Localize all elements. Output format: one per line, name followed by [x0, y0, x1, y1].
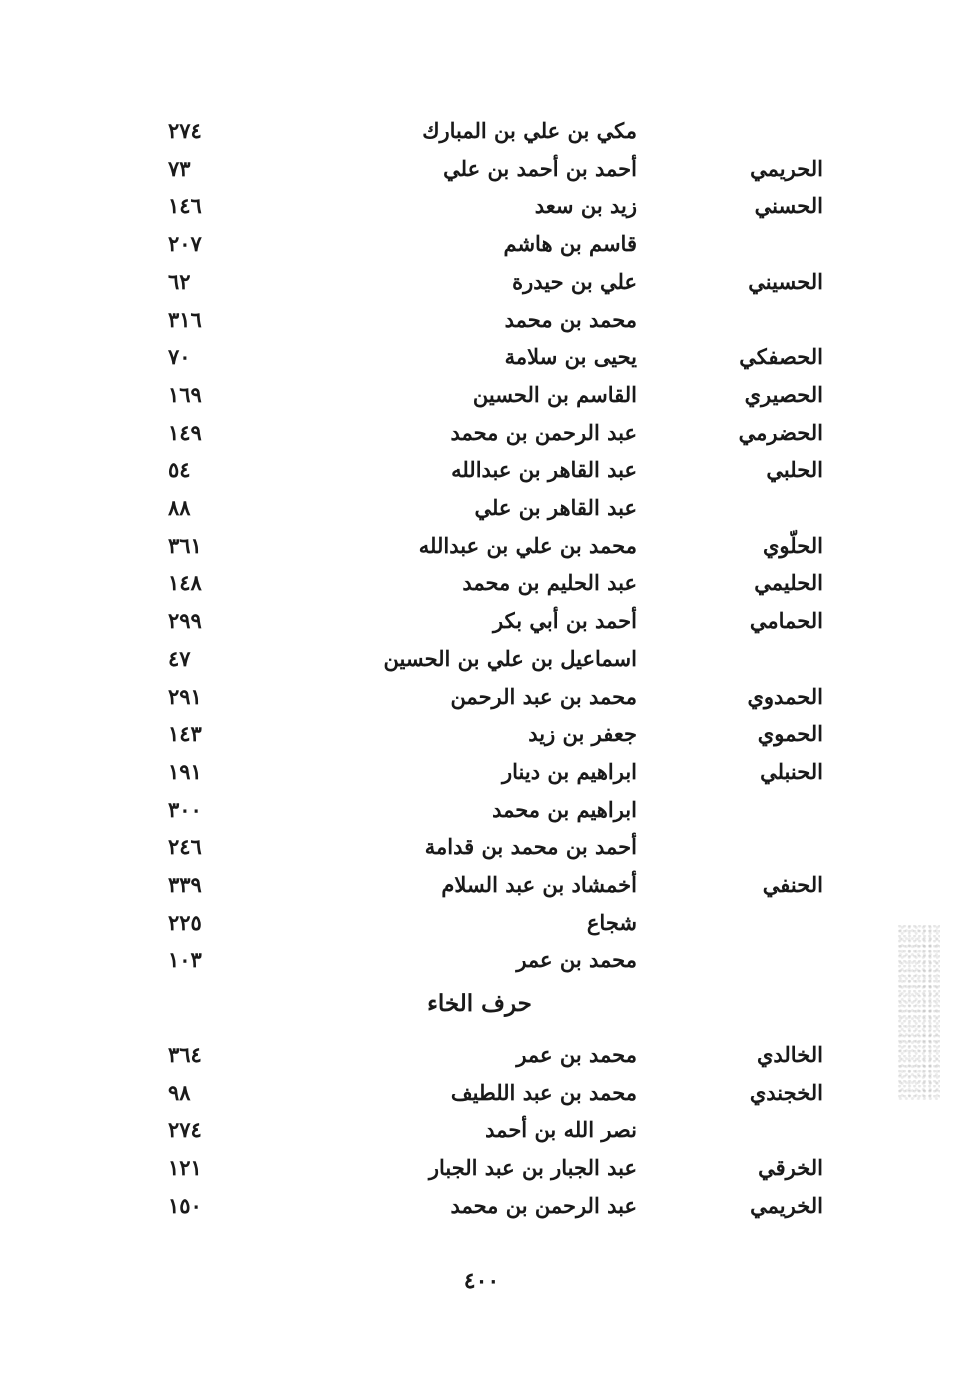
index-name: محمد بن عبد اللطيف	[450, 1079, 637, 1105]
index-nisba	[623, 112, 823, 149]
index-page-ref: ٢٩١	[168, 683, 202, 709]
index-nisba: الحسني	[754, 193, 823, 219]
index-name: ابراهيم بن محمد	[492, 796, 637, 822]
index-row	[0, 187, 963, 224]
index-name: عبد القاهر بن علي	[474, 495, 637, 520]
index-page-ref: ٦٢	[168, 268, 191, 294]
index-nisba	[623, 225, 823, 262]
index-name: قاسم بن هاشم	[503, 231, 637, 257]
scan-noise-mark	[898, 925, 940, 1100]
index-row	[0, 828, 963, 865]
index-name: عبد الرحمن بن محمد	[450, 1192, 637, 1218]
index-nisba	[623, 301, 823, 338]
index-nisba: الحسيني	[748, 268, 823, 294]
index-page-ref: ٤٧	[168, 645, 191, 671]
index-page-ref: ١٤٩	[168, 419, 202, 445]
index-nisba: الخريمي	[750, 1192, 823, 1218]
index-row	[0, 1111, 963, 1148]
index-name: محمد بن عمر	[516, 947, 637, 973]
index-name: القاسم بن الحسين	[472, 381, 637, 407]
index-nisba: الحمامي	[749, 608, 823, 634]
index-nisba: الخالدي	[756, 1042, 823, 1067]
index-name: علي بن حيدرة	[512, 268, 637, 294]
index-page-ref: ٢٠٧	[168, 231, 202, 257]
index-row	[0, 338, 963, 375]
section-heading-text: حرف الخاء	[427, 990, 532, 1017]
index-name: أحمد بن أبي بكر	[493, 608, 637, 634]
index-name: أخمشاد بن عبد السلام	[441, 872, 637, 897]
index-name: اسماعيل بن علي بن الحسين	[383, 645, 637, 671]
index-page-ref: ١٩١	[168, 758, 202, 784]
index-page-ref: ١٤٣	[168, 721, 202, 747]
index-name: أحمد بن أحمد بن علي	[443, 155, 637, 181]
index-row	[0, 791, 963, 828]
index-nisba: الحصيري	[744, 381, 823, 407]
index-name: نصر الله بن أحمد	[485, 1117, 637, 1143]
index-name: أحمد بن محمد بن قدامة	[424, 834, 637, 860]
index-page-ref: ٣١٦	[168, 306, 202, 332]
index-nisba	[623, 1111, 823, 1148]
page-number: ٤٠٠	[463, 1268, 500, 1294]
index-name: ابراهيم بن دينار	[501, 758, 637, 784]
index-page-ref: ١٢١	[168, 1155, 202, 1181]
index-name: محمد بن عمر	[516, 1042, 637, 1067]
index-row	[0, 866, 963, 903]
index-name: محمد بن علي بن عبدالله	[418, 532, 637, 558]
index-row	[0, 301, 963, 338]
index-nisba: الحليمي	[754, 570, 823, 596]
index-nisba: الحضرمي	[738, 419, 823, 445]
index-row	[0, 414, 963, 451]
index-row	[0, 602, 963, 639]
index-row	[0, 1036, 963, 1073]
index-name: زيد بن سعد	[534, 193, 637, 219]
index-page-ref: ٣٣٩	[168, 872, 202, 897]
index-page-ref: ٣٠٠	[168, 796, 202, 822]
index-page-ref: ٢٧٤	[168, 1117, 202, 1143]
index-row	[0, 112, 963, 149]
index-nisba: الحمدوي	[747, 683, 823, 709]
index-page-ref: ٥٤	[168, 457, 191, 483]
index-page-ref: ٣٦٤	[168, 1042, 202, 1067]
index-page-ref: ٢٤٦	[168, 834, 202, 860]
index-nisba: الحلبي	[766, 457, 823, 483]
index-page-ref: ٧٣	[168, 155, 191, 181]
index-nisba	[623, 828, 823, 865]
index-page-ref: ٢٩٩	[168, 608, 202, 634]
index-row	[0, 376, 963, 413]
index-name: عبد الجبار بن عبد الجبار	[428, 1155, 637, 1181]
index-row	[0, 451, 963, 488]
index-nisba: الخرقي	[758, 1155, 823, 1181]
index-nisba: الخجندي	[749, 1079, 823, 1105]
index-row	[0, 678, 963, 715]
index-name: شجاع	[586, 909, 637, 935]
index-name: محمد بن محمد	[504, 306, 637, 332]
index-nisba: الحريمي	[750, 155, 823, 181]
index-nisba: الحنبلي	[760, 758, 823, 784]
index-row	[0, 640, 963, 677]
index-page-ref: ١٤٦	[168, 193, 202, 219]
index-nisba	[623, 904, 823, 941]
index-row	[0, 1149, 963, 1186]
index-row	[0, 150, 963, 187]
index-nisba	[623, 640, 823, 677]
index-name: مكي بن علي بن المبارك	[422, 118, 637, 143]
index-page-ref: ١٤٨	[168, 570, 202, 596]
index-nisba	[623, 791, 823, 828]
index-page-ref: ١٥٠	[168, 1192, 202, 1218]
index-page-ref: ٨٨	[168, 495, 191, 520]
index-row	[0, 715, 963, 752]
index-page-ref: ١٦٩	[168, 381, 202, 407]
index-page-ref: ١٠٣	[168, 947, 202, 973]
index-nisba: الحموي	[757, 721, 823, 747]
index-page-ref: ٩٨	[168, 1079, 191, 1105]
index-row	[0, 263, 963, 300]
index-row	[0, 564, 963, 601]
index-row	[0, 904, 963, 941]
index-name: عبد الرحمن بن محمد	[450, 419, 637, 445]
index-row	[0, 225, 963, 262]
index-page-ref: ٢٢٥	[168, 909, 202, 935]
index-nisba	[623, 941, 823, 978]
index-page-ref: ٧٠	[168, 344, 191, 370]
index-row	[0, 1074, 963, 1111]
section-heading	[0, 990, 963, 1017]
index-nisba: الحنفي	[762, 872, 823, 897]
index-row	[0, 489, 963, 526]
index-row	[0, 941, 963, 978]
index-row	[0, 753, 963, 790]
index-page-ref: ٢٧٤	[168, 118, 202, 143]
index-page-ref: ٣٦١	[168, 532, 202, 558]
index-name: جعفر بن زيد	[528, 721, 637, 747]
index-name: عبد القاهر بن عبدالله	[451, 457, 637, 483]
index-row	[0, 527, 963, 564]
index-name: عبد الحليم بن محمد	[462, 570, 637, 596]
index-name: يحيى بن سلامة	[504, 344, 637, 370]
index-nisba	[623, 489, 823, 526]
index-name: محمد بن عبد الرحمن	[450, 683, 637, 709]
index-nisba: الحصفكي	[739, 344, 823, 370]
index-row	[0, 1187, 963, 1224]
index-nisba: الحلّوي	[762, 532, 823, 558]
